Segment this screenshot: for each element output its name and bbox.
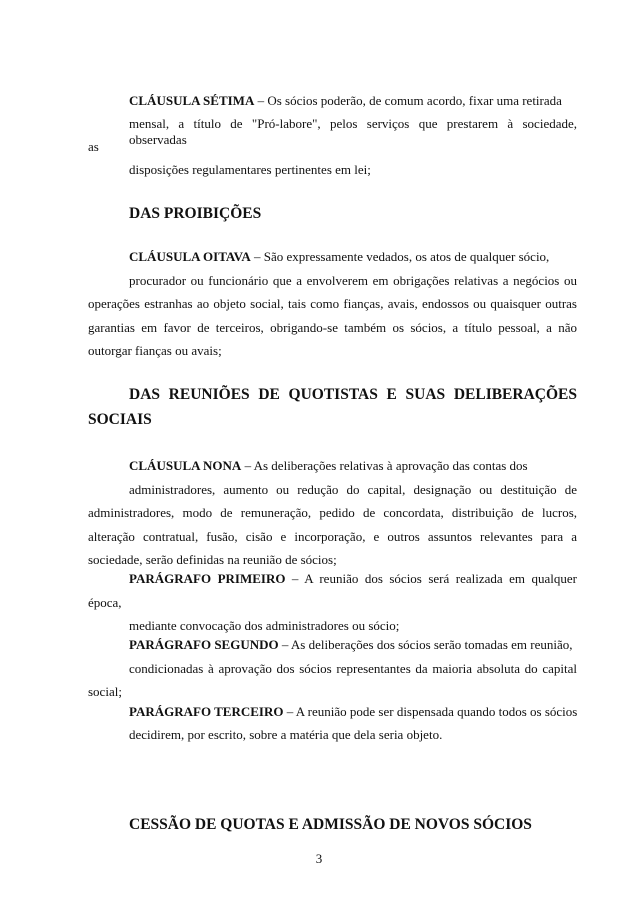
paragrafo-primeiro-line1: PARÁGRAFO PRIMEIRO – A reunião dos sócios será realizada em qualquer	[129, 571, 577, 586]
clausula-nona-line4: alteração contratual, fusão, cisão e incorporação, e outros assuntos relevantes para a	[88, 529, 577, 544]
paragrafo-primeiro-line3: mediante convocação dos administradores ou sócio;	[129, 618, 400, 633]
page-number: 3	[315, 851, 323, 866]
clausula-nona-line1: CLÁUSULA NONA – As deliberações relativas à aprovação das contas dos	[129, 458, 528, 473]
clausula-nona-line5: sociedade, serão definidas na reunião de sócios;	[88, 552, 337, 567]
clausula-oitava-line2: procurador ou funcionário que a envolverem em obrigações relativas a negócios ou	[129, 273, 577, 288]
heading-cessao: CESSÃO DE QUOTAS E ADMISSÃO DE NOVOS SÓCIOS	[129, 816, 532, 833]
heading-proibicoes: DAS PROIBIÇÕES	[129, 205, 262, 222]
clausula-oitava-label: CLÁUSULA OITAVA	[129, 249, 251, 264]
clausula-oitava-line3: operações estranhas ao objeto social, tais como fianças, avais, endossos ou quaisquer outras	[88, 296, 577, 311]
paragrafo-terceiro-line1: PARÁGRAFO TERCEIRO – A reunião pode ser dispensada quando todos os sócios	[129, 704, 578, 719]
paragrafo-terceiro-label: PARÁGRAFO TERCEIRO	[129, 704, 284, 719]
clausula-nona-line2: administradores, aumento ou redução do capital, designação ou destituição de	[129, 482, 577, 497]
clausula-setima-line2: mensal, a título de "Pró-labore", pelos serviços que prestarem à sociedade, observadas	[129, 116, 577, 147]
clausula-nona-line3: administradores, modo de remuneração, pedido de concordata, distribuição de lucros,	[88, 505, 577, 520]
paragrafo-primeiro-label: PARÁGRAFO PRIMEIRO	[129, 571, 286, 586]
clausula-oitava-line5: outorgar fianças ou avais;	[88, 343, 222, 358]
clausula-setima-line4: disposições regulamentares pertinentes em lei;	[129, 162, 371, 177]
clausula-setima-label: CLÁUSULA SÉTIMA	[129, 93, 255, 108]
paragrafo-segundo-label: PARÁGRAFO SEGUNDO	[129, 637, 279, 652]
clausula-nona-label: CLÁUSULA NONA	[129, 458, 242, 473]
clausula-oitava-line1: CLÁUSULA OITAVA – São expressamente vedados, os atos de qualquer sócio,	[129, 249, 550, 264]
clausula-setima-line3: as	[88, 139, 99, 154]
paragrafo-segundo-line2: condicionadas à aprovação dos sócios representantes da maioria absoluta do capital	[129, 661, 577, 676]
paragrafo-segundo-line1: PARÁGRAFO SEGUNDO – As deliberações dos sócios serão tomadas em reunião,	[129, 637, 573, 652]
paragrafo-segundo-line3: social;	[88, 684, 122, 699]
clausula-oitava-line4: garantias em favor de terceiros, obrigando-se também os sócios, a título pessoal, a não	[88, 320, 577, 335]
paragrafo-primeiro-line2: época,	[88, 595, 122, 610]
heading-reunioes-line2: SOCIAIS	[88, 411, 152, 428]
clausula-setima-line1: CLÁUSULA SÉTIMA – Os sócios poderão, de comum acordo, fixar uma retirada	[129, 93, 562, 108]
heading-reunioes-line1: DAS REUNIÕES DE QUOTISTAS E SUAS DELIBERAÇÕES	[129, 386, 577, 403]
paragrafo-terceiro-line2: decidirem, por escrito, sobre a matéria que dela seria objeto.	[129, 727, 443, 742]
